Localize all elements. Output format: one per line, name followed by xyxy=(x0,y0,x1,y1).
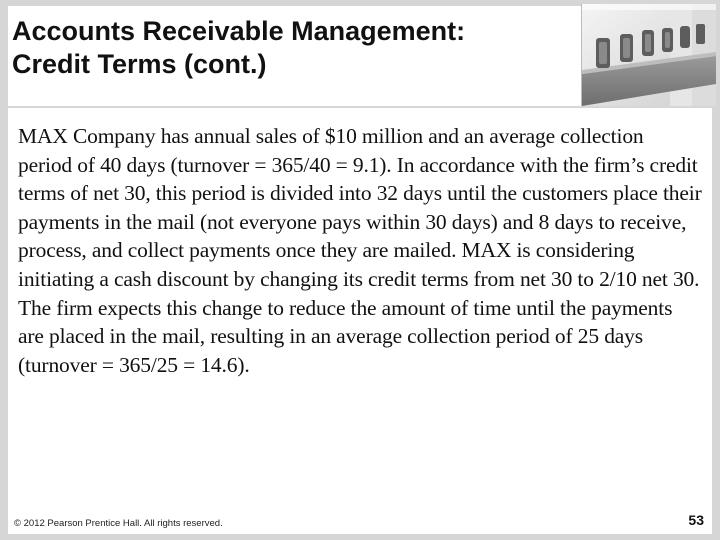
page-number: 53 xyxy=(688,512,704,528)
conference-room-photo xyxy=(581,4,716,106)
body-paragraph: MAX Company has annual sales of $10 million and an average collection period of 40 days (turnover = 365/40 = 9.1). In accordance with the firm’s credit terms of net 30, this period is divided into 32 days until the customers place their payments in the mail (not everyone pays within 30 days) and 8 days to receive, process, and collect payments once they are mailed. MAX is considering initiating a cash discount by changing its credit terms from net 30 to 2/10 net 30. The firm expects this change to reduce the amount of time until the payments are placed in the mail, resulting in an average collection period of 25 days (turnover = 365/25 = 14.6). xyxy=(18,124,702,377)
copyright-notice: © 2012 Pearson Prentice Hall. All rights reserved. xyxy=(14,518,223,529)
slide-title: Accounts Receivable Management: Credit Terms (cont.) xyxy=(12,16,466,79)
